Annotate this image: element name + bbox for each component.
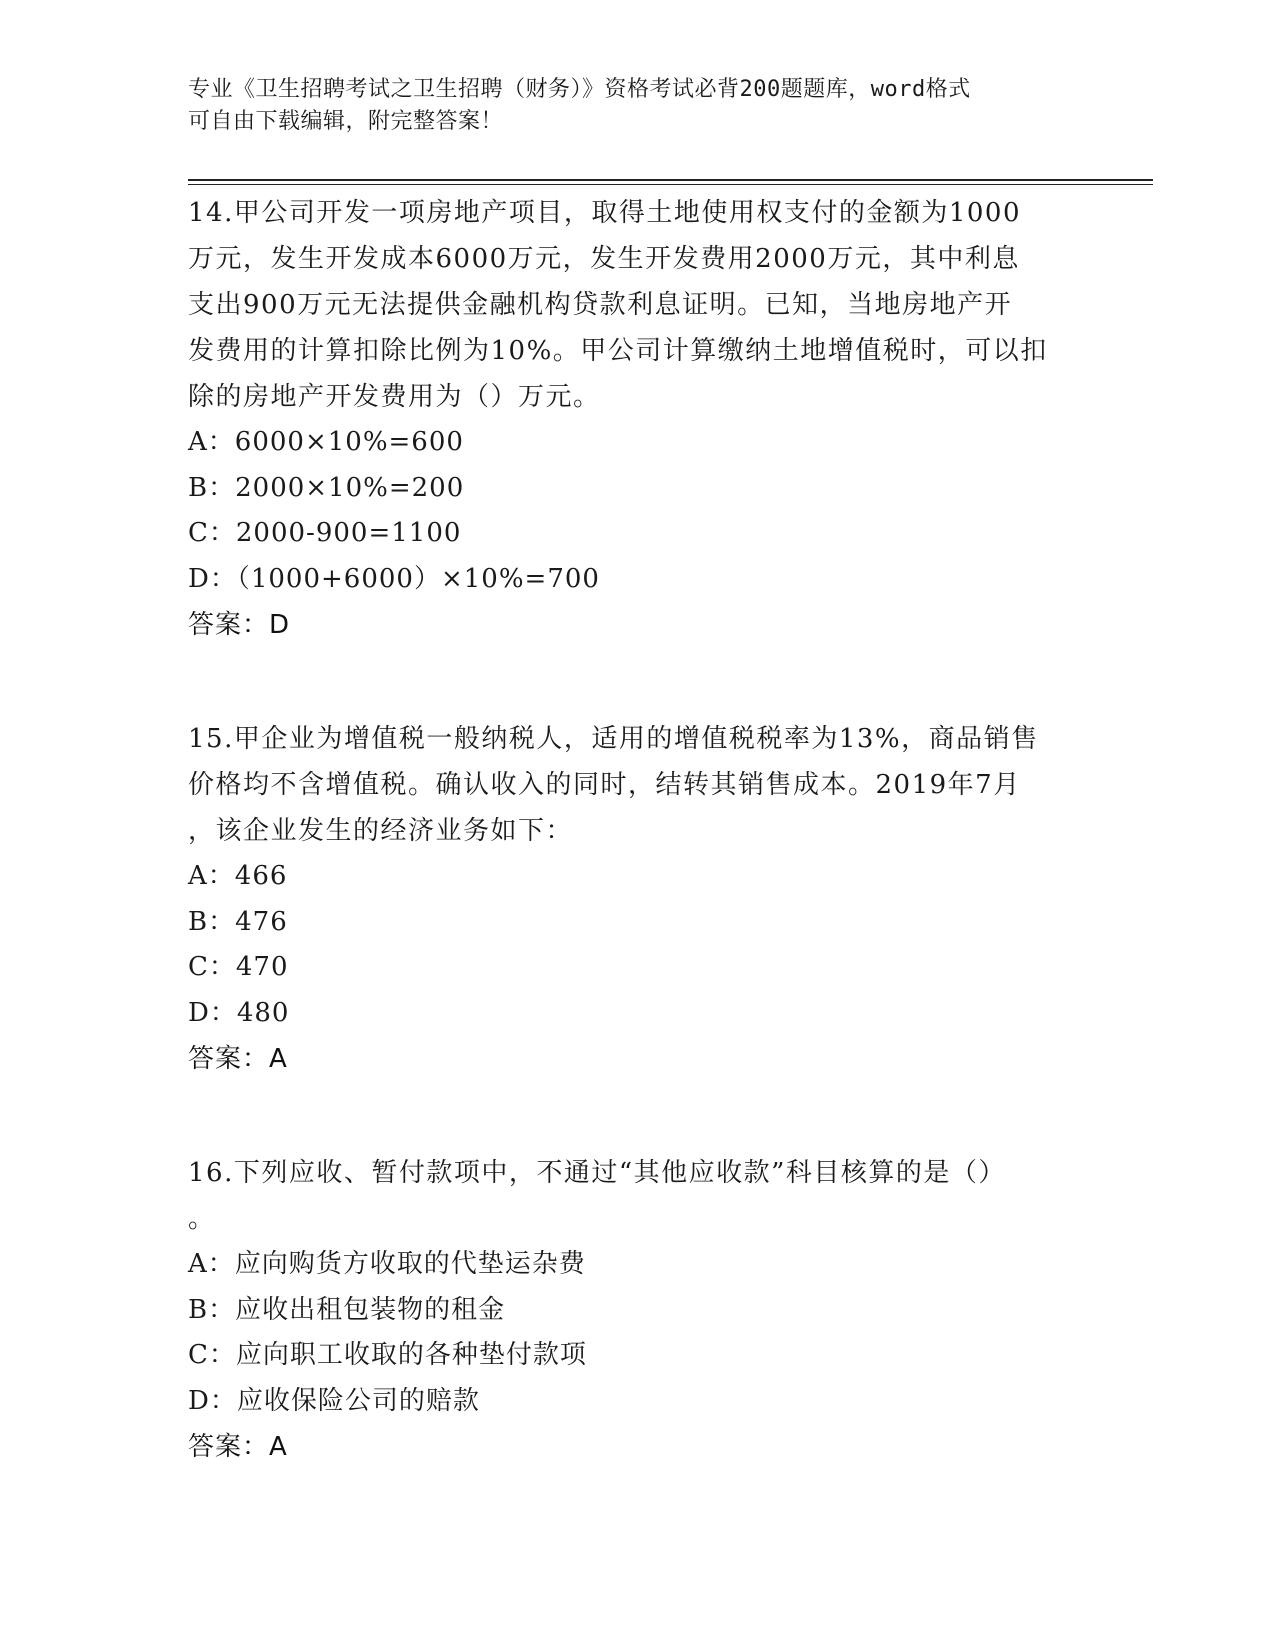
stem-line: 万元，发生开发成本6000万元，发生开发费用2000万元，其中利息 [188, 244, 1020, 274]
stem-line: ，该企业发生的经济业务如下： [188, 816, 574, 846]
option-list [188, 420, 1088, 602]
answer-label: 答案：D [188, 610, 291, 640]
stem-line: 支出900万元无法提供金融机构贷款利息证明。已知，当地房地产开 [188, 290, 1013, 320]
document-header [188, 74, 1068, 138]
stem-line: 15.甲企业为增值税一般纳税人，适用的增值税税率为13%，商品销售 [188, 724, 1039, 754]
header-line-2: 可自由下载编辑，附完整答案！ [188, 109, 504, 134]
header-line-1: 专业《卫生招聘考试之卫生招聘（财务）》资格考试必背200题题库，word格式 [188, 77, 971, 102]
option-list [188, 1242, 1088, 1424]
option-list [188, 854, 1088, 1036]
question-16 [188, 1150, 1088, 1470]
option-a: A：应向购货方收取的代垫运杂费 [188, 1249, 586, 1279]
stem-line: 14.甲公司开发一项房地产项目，取得土地使用权支付的金额为1000 [188, 198, 1022, 228]
stem-line: 除的房地产开发费用为（）万元。 [188, 382, 601, 412]
question-stem [188, 1150, 1088, 1242]
option-b: B：2000×10%=200 [188, 472, 465, 503]
question-stem [188, 190, 1088, 420]
stem-line: 发费用的计算扣除比例为10%。甲公司计算缴纳土地增值税时，可以扣 [188, 336, 1048, 366]
answer-label: 答案：A [188, 1044, 288, 1074]
option-c: C：2000-900=1100 [188, 518, 462, 548]
question-stem [188, 716, 1088, 854]
option-c: C：470 [188, 952, 289, 982]
option-b: B：476 [188, 906, 288, 937]
stem-line: 16.下列应收、暂付款项中，不通过“其他应收款”科目核算的是（） [188, 1158, 1006, 1188]
stem-line: 。 [188, 1204, 216, 1234]
answer-label: 答案：A [188, 1432, 288, 1462]
option-d: D：480 [188, 997, 290, 1028]
option-d: D：应收保险公司的赔款 [188, 1385, 480, 1416]
option-a: A：6000×10%=600 [188, 427, 464, 457]
header-divider-thick [188, 179, 1153, 181]
option-d: D：（1000+6000）×10%=700 [188, 563, 600, 594]
option-b: B：应收出租包装物的租金 [188, 1294, 506, 1325]
option-a: A：466 [188, 861, 288, 891]
question-14 [188, 190, 1088, 648]
question-list [188, 190, 1088, 1538]
option-c: C：应向职工收取的各种垫付款项 [188, 1340, 587, 1370]
question-15 [188, 716, 1088, 1082]
header-divider-thin [188, 184, 1153, 185]
stem-line: 价格均不含增值税。确认收入的同时，结转其销售成本。2019年7月 [188, 770, 1021, 800]
